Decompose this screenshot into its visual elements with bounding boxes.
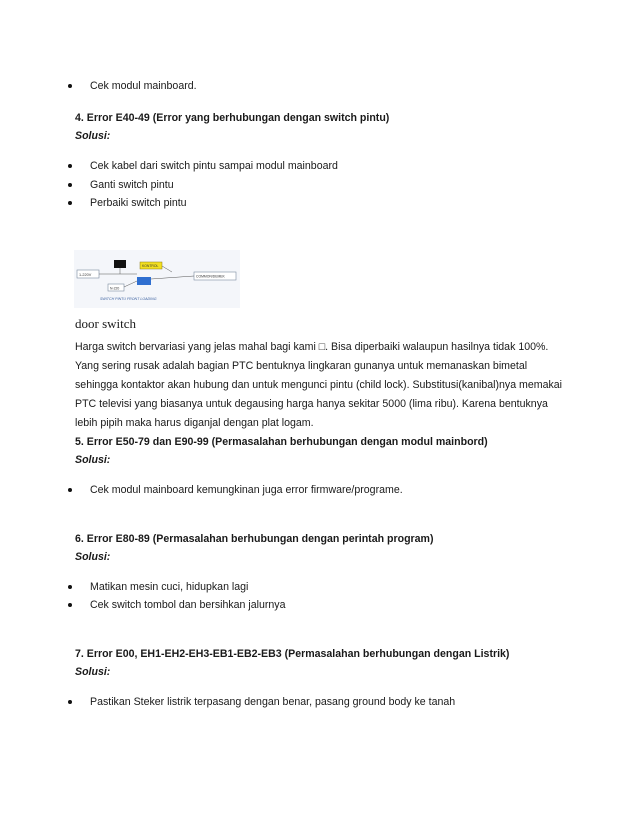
list-item: [68, 78, 197, 94]
diagram-label-kontrol: KONTROL: [142, 264, 159, 268]
bullet-icon: [68, 84, 72, 88]
section-6-heading: 6. Error E80-89 (Permasalahan berhubungan dengan perintah program): [75, 533, 434, 545]
paragraph-line: Yang sering rusak adalah bagian PTC bentuknya lingkaran gunanya untuk memanaskan bimetal: [75, 360, 528, 372]
list-item-text: Cek modul mainboard.: [90, 80, 197, 92]
paragraph-line: PTC televisi yang biasanya untuk degausing harga hanya sekitar 5000 (lima ribu). Karena bentuknya: [75, 398, 548, 410]
list-item-text: Matikan mesin cuci, hidupkan lagi: [90, 581, 249, 593]
paragraph-line: lebih pipih maka harus diganjal dengan plat logam.: [75, 417, 314, 429]
list-item: [68, 195, 187, 211]
section-7-solusi: Solusi:: [75, 666, 111, 678]
bullet-icon: [68, 183, 72, 187]
door-switch-diagram: [74, 250, 240, 308]
bullet-icon: [68, 488, 72, 492]
paragraph-line: sehingga kontaktor akan hubung dan untuk mengunci pintu (child lock). Substitusi(kanibal)nya memakai: [75, 379, 563, 391]
list-item: [68, 158, 338, 174]
list-item: [68, 482, 403, 498]
list-item-text: Cek modul mainboard kemungkinan juga error firmware/programe.: [90, 484, 403, 496]
list-item: [68, 177, 174, 193]
list-item: [68, 597, 286, 613]
section-4-heading: 4. Error E40-49 (Error yang berhubungan dengan switch pintu): [75, 112, 390, 124]
section-6-solusi: Solusi:: [75, 551, 111, 563]
list-item-text: Perbaiki switch pintu: [90, 197, 187, 209]
list-item-text: Cek switch tombol dan bersihkan jalurnya: [90, 599, 286, 611]
bullet-icon: [68, 700, 72, 704]
figure-caption: door switch: [75, 316, 137, 331]
bullet-icon: [68, 164, 72, 168]
list-item: [68, 579, 249, 595]
diagram-block-black: [114, 260, 126, 268]
diagram-label-common: COMMON/DEMEK: [196, 274, 225, 279]
diagram-block-blue: [137, 277, 151, 285]
bullet-icon: [68, 585, 72, 589]
diagram-label-bottom: SWITCH PINTU FRONT LOADING: [100, 297, 157, 301]
list-item-text: Ganti switch pintu: [90, 179, 174, 191]
list-item-text: Cek kabel dari switch pintu sampai modul mainboard: [90, 160, 338, 172]
list-item-text: Pastikan Steker listrik terpasang dengan benar, pasang ground body ke tanah: [90, 696, 456, 708]
section-5-solusi: Solusi:: [75, 454, 111, 466]
paragraph-line: Harga switch bervariasi yang jelas mahal bagi kami □. Bisa diperbaiki walaupun hasilnya tidak 100%.: [75, 341, 549, 353]
section-5-heading: 5. Error E50-79 dan E90-99 (Permasalahan berhubungan dengan modul mainbord): [75, 436, 488, 448]
list-item: [68, 694, 456, 710]
section-4-solusi: Solusi:: [75, 130, 111, 142]
bullet-icon: [68, 603, 72, 607]
diagram-label-l220: 1-220V: [79, 273, 92, 277]
diagram-label-n220: N-220: [110, 286, 120, 291]
bullet-icon: [68, 201, 72, 205]
section-7-heading: 7. Error E00, EH1-EH2-EH3-EB1-EB2-EB3 (Permasalahan berhubungan dengan Listrik): [75, 648, 510, 660]
